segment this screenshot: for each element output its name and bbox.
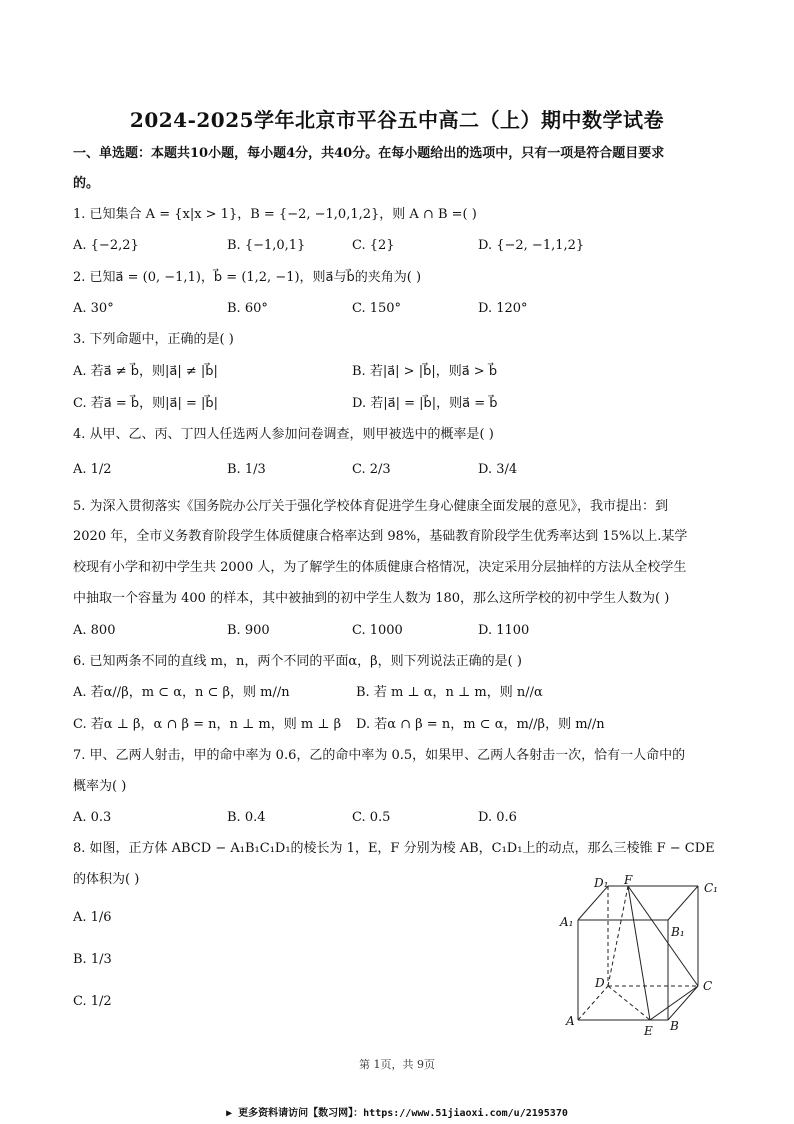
q4-option-a: A. 1/2: [73, 462, 112, 477]
section-heading: 一、单选题：本题共10小题，每小题4分，共40分。在每小题给出的选项中，只有一项是符合题目要求: [73, 146, 665, 161]
q3-option-a: A. 若a⃗ ≠ b⃗，则|a⃗| ≠ |b⃗|: [73, 364, 218, 379]
q5-line-4: 中抽取一个容量为 400 的样本，其中被抽到的初中学生人数为 180，那么这所学校的初中学生人数为( ): [73, 591, 670, 606]
q7-line-1: 7. 甲、乙两人射击，甲的命中率为 0.6，乙的命中率为 0.5，如果甲、乙两人各射击一次，恰有一人命中的: [73, 748, 686, 763]
q3-option-b: B. 若|a⃗| > |b⃗|，则a⃗ > b⃗: [352, 364, 498, 379]
page-footer: 第 1页，共 9页: [359, 1058, 435, 1071]
q6-option-a: A. 若α//β，m ⊂ α，n ⊂ β，则 m//n: [73, 685, 290, 700]
label-d: D: [595, 976, 605, 990]
q5-option-a: A. 800: [73, 623, 116, 638]
q1-option-b: B. {−1,0,1}: [227, 238, 306, 253]
q5-option-c: C. 1000: [352, 623, 403, 638]
q8-option-b: B. 1/3: [73, 952, 112, 967]
section-heading-cont: 的。: [73, 176, 100, 191]
q5-option-d: D. 1100: [478, 623, 530, 638]
label-a1: A₁: [560, 915, 574, 929]
q8-line-1: 8. 如图，正方体 ABCD − A₁B₁C₁D₁的棱长为 1，E，F 分别为棱 AB，C₁D₁上的动点，那么三棱锥 F − CDE: [73, 841, 715, 856]
q5-line-2: 2020 年，全市义务教育阶段学生体质健康合格率达到 98%，基础教育阶段学生优秀率达到 15%以上.某学: [73, 529, 688, 544]
q6-option-d: D. 若α ∩ β = n，m ⊂ α，m//β，则 m//n: [356, 717, 605, 732]
q7-option-a: A. 0.3: [73, 810, 112, 825]
q8-option-c: C. 1/2: [73, 994, 112, 1009]
q2-option-d: D. 120°: [478, 301, 528, 316]
label-c: C: [703, 979, 713, 993]
q1-option-c: C. {2}: [352, 238, 395, 253]
q4-option-d: D. 3/4: [478, 462, 518, 477]
q7-line-2: 概率为( ): [73, 779, 127, 794]
q8-option-a: A. 1/6: [73, 910, 112, 925]
q6-option-c: C. 若α ⊥ β，α ∩ β = n，n ⊥ m，则 m ⊥ β: [73, 717, 342, 732]
q7-option-c: C. 0.5: [352, 810, 391, 825]
q6-option-b: B. 若 m ⊥ α，n ⊥ m，则 n//α: [356, 685, 543, 700]
label-b1: B₁: [671, 925, 685, 939]
label-b: B: [670, 1019, 679, 1033]
q2-option-c: C. 150°: [352, 301, 402, 316]
q4-option-c: C. 2/3: [352, 462, 391, 477]
q3-option-d: D. 若|a⃗| = |b⃗|，则a⃗ = b⃗: [352, 396, 498, 411]
source-link[interactable]: ▶ 更多资料请访问【数习网】：https://www.51jiaoxi.com/u/2195370: [226, 1108, 568, 1119]
q1-option-a: A. {−2,2}: [73, 238, 139, 253]
label-f: F: [624, 873, 633, 887]
q7-option-b: B. 0.4: [227, 810, 266, 825]
q1-stem: 1. 已知集合 A = {x|x > 1}，B = {−2, −1,0,1,2}，则 A ∩ B =( ): [73, 207, 477, 222]
label-e: E: [644, 1024, 653, 1038]
q5-option-b: B. 900: [227, 623, 270, 638]
q2-option-b: B. 60°: [227, 301, 268, 316]
q7-option-d: D. 0.6: [478, 810, 517, 825]
label-a: A: [566, 1014, 575, 1028]
q4-stem: 4. 从甲、乙、丙、丁四人任选两人参加问卷调查，则甲被选中的概率是( ): [73, 427, 494, 442]
q5-line-3: 校现有小学和初中学生共 2000 人，为了解学生的体质健康合格情况，决定采用分层抽样的方法从全校学生: [73, 560, 687, 575]
page-title: 2024-2025学年北京市平谷五中高二（上）期中数学试卷: [129, 108, 665, 132]
q2-option-a: A. 30°: [73, 301, 114, 316]
q5-line-1: 5. 为深入贯彻落实《国务院办公厅关于强化学校体育促进学生身心健康全面发展的意见》，我市提出：到: [73, 499, 669, 514]
q4-option-b: B. 1/3: [227, 462, 266, 477]
q3-option-c: C. 若a⃗ = b⃗，则|a⃗| = |b⃗|: [73, 396, 219, 411]
label-d1: D₁: [594, 876, 609, 890]
label-c1: C₁: [704, 881, 718, 895]
q1-option-d: D. {−2, −1,1,2}: [478, 238, 585, 253]
q2-stem: 2. 已知a⃗ = (0, −1,1)，b⃗ = (1,2, −1)，则a⃗与b⃗的夹角为( ): [73, 270, 422, 285]
cube-figure: [558, 870, 738, 1040]
q6-stem: 6. 已知两条不同的直线 m，n，两个不同的平面α，β，则下列说法正确的是( ): [73, 654, 522, 669]
q8-line-2: 的体积为( ): [73, 872, 140, 887]
q3-stem: 3. 下列命题中，正确的是( ): [73, 332, 234, 347]
